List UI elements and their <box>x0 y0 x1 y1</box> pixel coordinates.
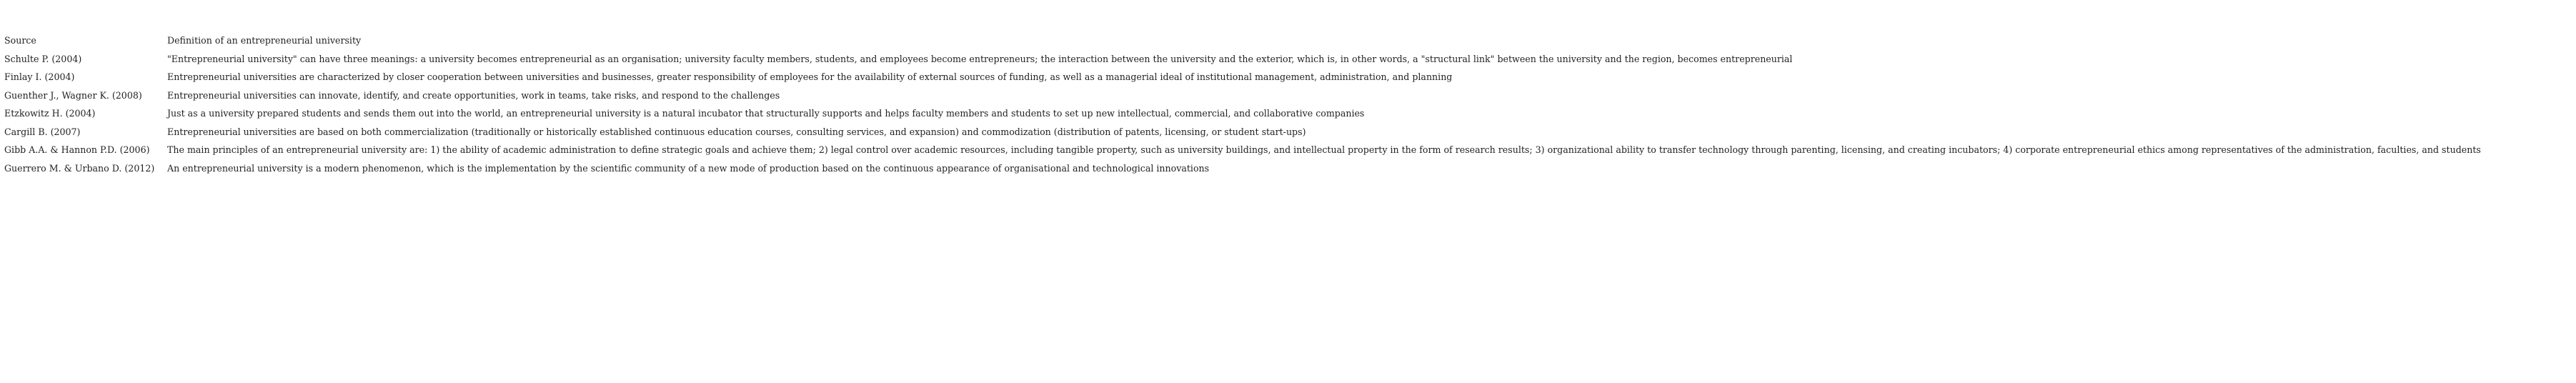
table-row <box>4 68 2481 86</box>
row-source: Cargill B. (2007) <box>4 126 81 137</box>
column-header-definition: Definition of an entrepreneurial university <box>167 35 362 46</box>
table-row <box>4 159 2481 178</box>
definitions-table <box>4 31 2481 177</box>
table-row <box>4 141 2481 159</box>
row-definition: An entrepreneurial university is a modern phenomenon, which is the implementation by the scientific community of a new mode of production based on the continuous appearance of organisational and technological innovations <box>167 162 1210 174</box>
row-source: Guenther J., Wagner K. (2008) <box>4 89 142 101</box>
table-row <box>4 50 2481 69</box>
row-source: Finlay I. (2004) <box>4 71 75 82</box>
row-source: Guerrero M. & Urbano D. (2012) <box>4 162 155 174</box>
row-definition: Just as a university prepared students and sends them out into the world, an entrepreneurial university is a natural incubator that structurally supports and helps faculty members and students to set up new intellectual, commercial, and collaborative companies <box>167 108 1365 119</box>
table-header-row <box>4 31 2481 50</box>
row-definition: Entrepreneurial universities can innovate, identify, and create opportunities, work in teams, take risks, and respond to the challenges <box>167 89 780 101</box>
row-source: Etzkowitz H. (2004) <box>4 108 96 119</box>
table-row <box>4 123 2481 141</box>
row-definition: Entrepreneurial universities are based on both commercialization (traditionally or historically established continuous education courses, consulting services, and expansion) and commodization (distribution of patents, licensing, or student start-ups) <box>167 126 1306 137</box>
row-definition: The main principles of an entrepreneurial university are: 1) the ability of academic administration to define strategic goals and achieve them; 2) legal control over academic resources, including tangible property, such as university buildings, and intellectual property in the form of research results; 3) organizational ability to transfer technology through parenting, licensing, and creating incubators; 4) corporate entrepreneurial ethics among representatives of the administration, faculties, and students <box>167 144 2481 155</box>
column-header-source: Source <box>4 35 36 46</box>
row-source: Gibb A.A. & Hannon P.D. (2006) <box>4 144 150 155</box>
row-source: Schulte P. (2004) <box>4 53 82 64</box>
table-row <box>4 104 2481 123</box>
table-row <box>4 86 2481 105</box>
row-definition: "Entrepreneurial university" can have three meanings: a university becomes entrepreneurial as an organisation; university faculty members, students, and employees become entrepreneurs; the interaction between the university and the exterior, which is, in other words, a "structural link" between the university and the region, becomes entrepreneurial <box>167 53 1793 64</box>
row-definition: Entrepreneurial universities are characterized by closer cooperation between universities and businesses, greater responsibility of employees for the availability of external sources of funding, as well as a managerial ideal of institutional management, administration, and planning <box>167 71 1453 82</box>
